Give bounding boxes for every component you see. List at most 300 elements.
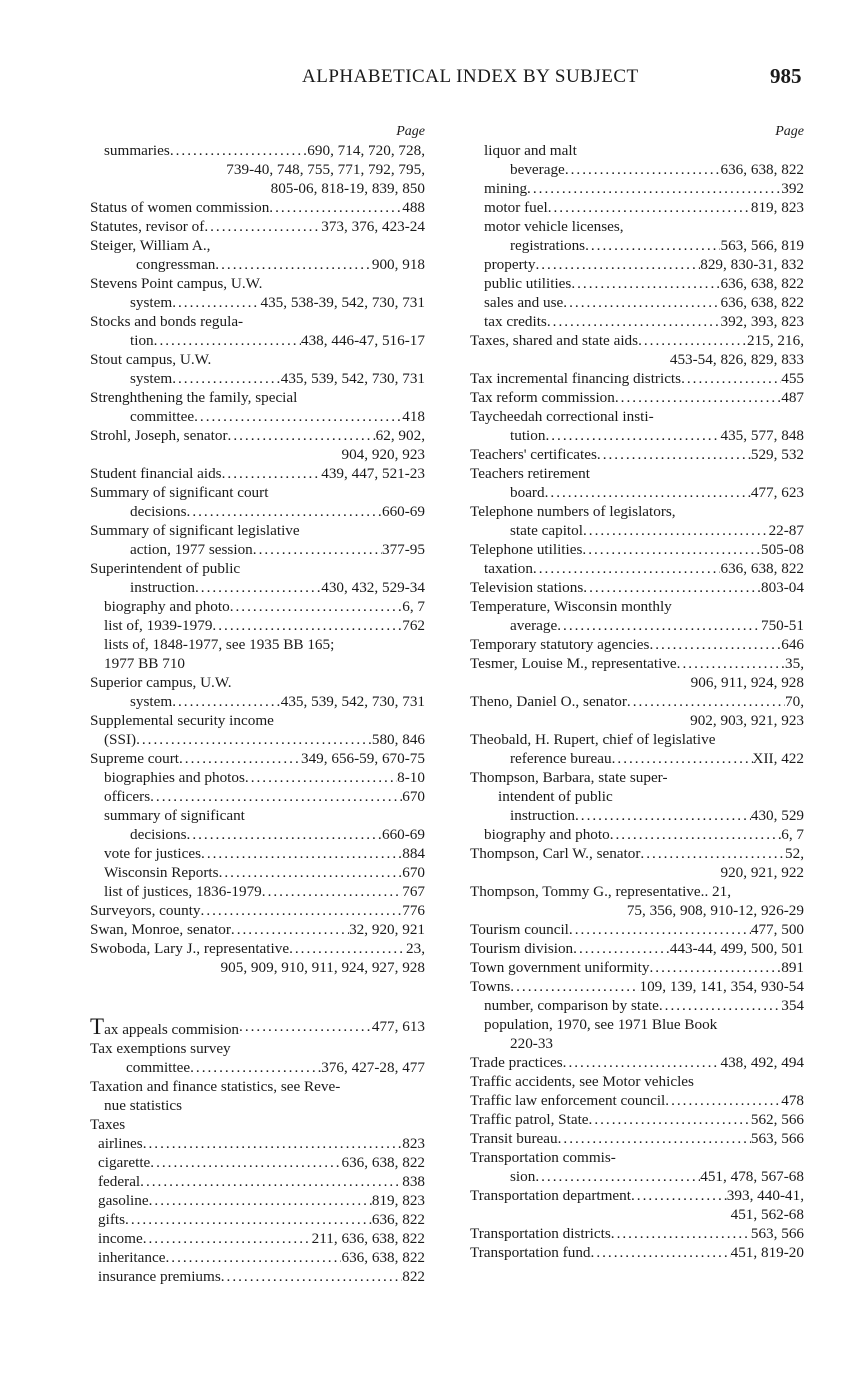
dot-leader xyxy=(585,236,720,255)
entry-pages: 393, 440-41, xyxy=(726,1187,804,1204)
dot-leader xyxy=(582,540,761,559)
entry-pages: 435, 539, 542, 730, 731 xyxy=(280,693,425,710)
entry-label: Thompson, Carl W., senator xyxy=(470,845,641,862)
dot-leader xyxy=(230,597,403,616)
entry-pages: 823 xyxy=(402,1135,425,1152)
running-header: ALPHABETICAL INDEX BY SUBJECT xyxy=(302,66,639,87)
entry-pages: 636, 638, 822 xyxy=(341,1154,425,1171)
entry-label: Taxes, shared and state aids xyxy=(470,332,639,349)
index-entry xyxy=(470,1224,804,1243)
entry-label: state capitol xyxy=(510,522,583,539)
entry-pages: 767 xyxy=(402,883,425,900)
entry-pages: XII, 422 xyxy=(752,750,804,767)
entry-label: (SSI) xyxy=(104,731,137,748)
index-entry xyxy=(90,578,425,597)
index-entry xyxy=(90,369,425,388)
entry-pages: 22-87 xyxy=(768,522,804,539)
index-entry xyxy=(470,635,804,654)
entry-label: biography and photo xyxy=(104,598,230,615)
entry-pages: 70, xyxy=(785,693,804,710)
entry-pages: 477, 623 xyxy=(750,484,804,501)
dot-leader xyxy=(510,977,639,996)
index-column-left xyxy=(90,122,425,1286)
dot-leader xyxy=(222,464,322,483)
index-entry-text: Summary of significant court xyxy=(90,484,269,501)
entry-label: instruction xyxy=(130,579,195,596)
index-entry xyxy=(470,749,804,768)
index-entry xyxy=(90,217,425,236)
entry-pages: 455 xyxy=(781,370,804,387)
entry-label: federal xyxy=(98,1173,141,1190)
entry-pages: 636, 638, 822 xyxy=(341,1249,425,1266)
index-entry-text: Theobald, H. Rupert, chief of legislative xyxy=(470,731,716,748)
entry-pages: 690, 714, 720, 728, xyxy=(307,142,425,159)
index-entry-text: Traffic accidents, see Motor vehicles xyxy=(470,1073,694,1090)
index-entry xyxy=(470,236,804,255)
index-entry xyxy=(470,274,804,293)
entry-pages: 636, 638, 822 xyxy=(720,294,804,311)
entry-pages: 829, 830-31, 832 xyxy=(700,256,804,273)
dot-leader xyxy=(143,1229,312,1248)
entry-pages: 660-69 xyxy=(381,503,425,520)
dot-leader xyxy=(563,293,720,312)
entry-pages: 62, 902, xyxy=(375,427,425,444)
index-entry xyxy=(90,1191,425,1210)
index-entry xyxy=(470,255,804,274)
entry-pages: 477, 613 xyxy=(371,1018,425,1035)
dot-leader xyxy=(640,844,785,863)
entry-label: taxation xyxy=(484,560,533,577)
entry-pages: 349, 656-59, 670-75 xyxy=(300,750,425,767)
entry-label: beverage xyxy=(510,161,565,178)
index-entry xyxy=(470,1053,804,1072)
index-entry xyxy=(90,293,425,312)
index-entry xyxy=(470,483,804,502)
entry-pages: 430, 529 xyxy=(750,807,804,824)
entry-pages: 23, xyxy=(406,940,425,957)
entry-pages: 430, 432, 529-34 xyxy=(321,579,425,596)
dot-leader xyxy=(212,616,402,635)
index-entry xyxy=(90,1210,425,1229)
entry-label: system xyxy=(130,294,173,311)
entry-label: insurance premiums xyxy=(98,1268,221,1285)
entry-label xyxy=(90,1017,239,1039)
dot-leader xyxy=(591,1243,731,1262)
index-continuation-line: 902, 903, 921, 923 xyxy=(690,712,804,729)
index-continuation-line: 75, 356, 908, 910-12, 926-29 xyxy=(626,902,804,919)
index-entry xyxy=(470,806,804,825)
entry-pages: 891 xyxy=(781,959,804,976)
dot-leader xyxy=(187,502,382,521)
entry-label: Statutes, revisor of xyxy=(90,218,205,235)
dot-leader xyxy=(665,1091,781,1110)
entry-label: Towns xyxy=(470,978,511,995)
index-entry-text: Stocks and bonds regula- xyxy=(90,313,244,330)
entry-label: list of justices, 1836-1979 xyxy=(104,883,262,900)
dot-leader xyxy=(610,825,782,844)
entry-label: income xyxy=(98,1230,143,1247)
entry-pages: 580, 846 xyxy=(371,731,425,748)
index-continuation-line: 905, 909, 910, 911, 924, 927, 928 xyxy=(220,959,425,976)
index-entry xyxy=(90,426,425,445)
entry-label: Tourism council xyxy=(470,921,569,938)
entry-pages: 211, 636, 638, 822 xyxy=(311,1230,425,1247)
entry-pages: 109, 139, 141, 354, 930-54 xyxy=(639,978,804,995)
dot-leader xyxy=(221,1267,402,1286)
index-entry xyxy=(470,198,804,217)
index-entry-text: liquor and malt xyxy=(484,142,577,159)
index-entry xyxy=(90,540,425,559)
entry-pages: 435, 538-39, 542, 730, 731 xyxy=(260,294,425,311)
index-entry xyxy=(90,1153,425,1172)
entry-label: action, 1977 session xyxy=(130,541,253,558)
index-entry xyxy=(90,730,425,749)
index-continuation-line: 805-06, 818-19, 839, 850 xyxy=(270,180,425,197)
entry-label: Surveyors, county xyxy=(90,902,201,919)
entry-label: tion xyxy=(130,332,154,349)
index-entry xyxy=(90,882,425,901)
entry-label: sales and use xyxy=(484,294,564,311)
entry-pages: 803-04 xyxy=(760,579,804,596)
entry-pages: 392 xyxy=(781,180,804,197)
index-entry xyxy=(90,502,425,521)
entry-label: tution xyxy=(510,427,546,444)
dot-leader xyxy=(179,749,301,768)
index-entry xyxy=(90,255,425,274)
entry-pages: 660-69 xyxy=(381,826,425,843)
index-entry-text: Taycheedah correctional insti- xyxy=(470,408,654,425)
dot-leader xyxy=(575,806,751,825)
entry-pages: 670 xyxy=(402,864,425,881)
index-entry xyxy=(470,654,804,673)
index-entry-text: intendent of public xyxy=(498,788,613,805)
index-entry xyxy=(470,369,804,388)
index-continuation-line: 920, 921, 922 xyxy=(720,864,804,881)
index-entry xyxy=(90,844,425,863)
entry-pages: 6, 7 xyxy=(781,826,804,843)
entry-label: public utilities xyxy=(484,275,572,292)
dot-leader xyxy=(172,692,281,711)
entry-label: number, comparison by state xyxy=(484,997,659,1014)
index-entry xyxy=(470,844,804,863)
index-continuation-line: 739-40, 748, 755, 771, 792, 795, xyxy=(226,161,425,178)
entry-label: decisions xyxy=(130,826,187,843)
dot-leader xyxy=(649,635,781,654)
entry-label: Television stations xyxy=(470,579,584,596)
dot-leader xyxy=(535,255,700,274)
entry-label: Teachers' certificates xyxy=(470,446,597,463)
entry-label: committee xyxy=(126,1059,191,1076)
index-entry xyxy=(470,445,804,464)
index-entry xyxy=(90,1058,425,1077)
dot-leader xyxy=(545,483,751,502)
entry-label: biographies and photos xyxy=(104,769,245,786)
entry-label: Tax incremental financing districts xyxy=(470,370,682,387)
index-entry xyxy=(470,616,804,635)
index-continuation-line: 906, 911, 924, 928 xyxy=(690,674,804,691)
dot-leader xyxy=(125,1210,372,1229)
dot-leader xyxy=(289,939,406,958)
entry-pages: 451, 819-20 xyxy=(730,1244,804,1261)
entry-pages: 35, xyxy=(785,655,804,672)
index-entry xyxy=(90,597,425,616)
index-entry xyxy=(470,825,804,844)
entry-pages: 762 xyxy=(402,617,425,634)
entry-pages: 488 xyxy=(402,199,425,216)
dot-leader xyxy=(187,825,382,844)
dot-leader xyxy=(195,578,321,597)
entry-label: Traffic law enforcement council xyxy=(470,1092,666,1109)
index-entry xyxy=(470,1167,804,1186)
index-entry xyxy=(90,141,425,160)
index-entry xyxy=(470,939,804,958)
entry-pages: 636, 638, 822 xyxy=(720,275,804,292)
index-entry xyxy=(470,559,804,578)
entry-label: Transportation districts xyxy=(470,1225,611,1242)
index-entry xyxy=(90,692,425,711)
dot-leader xyxy=(612,749,753,768)
entry-pages: 435, 577, 848 xyxy=(720,427,804,444)
entry-label: instruction xyxy=(510,807,575,824)
dot-leader xyxy=(563,1053,721,1072)
index-entry xyxy=(470,312,804,331)
entry-pages: 776 xyxy=(402,902,425,919)
entry-pages: 636, 638, 822 xyxy=(720,560,804,577)
entry-pages: 670 xyxy=(402,788,425,805)
entry-label: tax credits xyxy=(484,313,547,330)
dot-leader xyxy=(136,730,372,749)
dot-leader xyxy=(143,1134,403,1153)
dot-leader xyxy=(631,1186,727,1205)
index-entry xyxy=(470,1243,804,1262)
dot-leader xyxy=(201,844,402,863)
dot-leader xyxy=(245,768,397,787)
index-entry xyxy=(470,692,804,711)
index-entry xyxy=(90,1267,425,1286)
entry-label: summaries xyxy=(104,142,170,159)
entry-label: Tax reform commission xyxy=(470,389,615,406)
dot-leader xyxy=(149,1191,372,1210)
dot-leader xyxy=(269,198,402,217)
index-entry xyxy=(470,578,804,597)
entry-pages: 215, 216, xyxy=(747,332,804,349)
dot-leader xyxy=(262,882,402,901)
dot-leader xyxy=(627,692,785,711)
index-entry-text: Thompson, Barbara, state super- xyxy=(470,769,668,786)
entry-label: Traffic patrol, State xyxy=(470,1111,589,1128)
entry-label: Status of women commission xyxy=(90,199,270,216)
index-entry-text: Superior campus, U.W. xyxy=(90,674,232,691)
entry-pages: 838 xyxy=(402,1173,425,1190)
index-entry xyxy=(90,407,425,426)
index-entry-text: Taxation and finance statistics, see Reve- xyxy=(90,1078,341,1095)
dot-leader xyxy=(165,1248,341,1267)
entry-label: Transportation department xyxy=(470,1187,631,1204)
index-entry xyxy=(90,1248,425,1267)
dot-leader xyxy=(150,787,402,806)
dot-leader xyxy=(190,1058,321,1077)
index-column-right xyxy=(470,122,804,1262)
entry-label: reference bureau xyxy=(510,750,612,767)
index-entry-text: Summary of significant legislative xyxy=(90,522,300,539)
index-entry xyxy=(470,996,804,1015)
index-entry-text: Steiger, William A., xyxy=(90,237,211,254)
dot-leader xyxy=(228,426,376,445)
section-gap xyxy=(90,977,425,1017)
dot-leader xyxy=(172,293,260,312)
dot-leader xyxy=(239,1017,372,1039)
entry-label: mining xyxy=(484,180,528,197)
index-entry-text: Stout campus, U.W. xyxy=(90,351,212,368)
index-entry xyxy=(470,293,804,312)
dot-leader xyxy=(571,274,720,293)
dot-leader xyxy=(547,312,721,331)
dot-leader xyxy=(548,198,751,217)
index-entry xyxy=(90,863,425,882)
entry-pages: 439, 447, 521-23 xyxy=(321,465,425,482)
index-entry xyxy=(90,749,425,768)
entry-pages: 373, 376, 423-24 xyxy=(321,218,425,235)
dot-leader xyxy=(154,331,301,350)
entry-pages: 478 xyxy=(781,1092,804,1109)
index-entry-text: Tax exemptions survey xyxy=(90,1040,231,1057)
entry-label: biography and photo xyxy=(484,826,610,843)
dot-leader xyxy=(535,1167,700,1186)
entry-pages: 443-44, 499, 500, 501 xyxy=(669,940,804,957)
index-entry-text: 1977 BB 710 xyxy=(104,655,186,672)
entry-pages: 477, 500 xyxy=(750,921,804,938)
entry-pages: 376, 427-28, 477 xyxy=(321,1059,425,1076)
dot-leader xyxy=(583,521,769,540)
entry-pages: 636, 638, 822 xyxy=(720,161,804,178)
index-entry xyxy=(90,1172,425,1191)
entry-label: list of, 1939-1979 xyxy=(104,617,213,634)
entry-label: Town government uniformity xyxy=(470,959,650,976)
index-entry-text: motor vehicle licenses, xyxy=(484,218,624,235)
index-entry xyxy=(90,939,425,958)
entry-pages: 8-10 xyxy=(397,769,425,786)
entry-pages: 32, 920, 921 xyxy=(349,921,425,938)
dot-leader xyxy=(659,996,781,1015)
entry-label: system xyxy=(130,693,173,710)
entry-pages: 636, 822 xyxy=(371,1211,425,1228)
index-entry-text: Supplemental security income xyxy=(90,712,274,729)
entry-pages: 487 xyxy=(781,389,804,406)
entry-pages: 451, 478, 567-68 xyxy=(700,1168,804,1185)
index-entry xyxy=(470,179,804,198)
entry-pages: 435, 539, 542, 730, 731 xyxy=(280,370,425,387)
index-entry xyxy=(470,1110,804,1129)
index-entry-text: Stevens Point campus, U.W. xyxy=(90,275,263,292)
entry-label: cigarette xyxy=(98,1154,151,1171)
dot-leader xyxy=(589,1110,751,1129)
dot-leader xyxy=(649,958,781,977)
index-entry-text: summary of significant xyxy=(104,807,245,824)
dot-leader xyxy=(140,1172,402,1191)
index-entry xyxy=(470,1129,804,1148)
index-entry-text: Thompson, Tommy G., representative.. 21, xyxy=(470,883,732,900)
dot-leader xyxy=(557,616,761,635)
index-entry-text: Strenghthening the family, special xyxy=(90,389,298,406)
index-continuation-line: 451, 562-68 xyxy=(730,1206,804,1223)
index-entry xyxy=(470,1091,804,1110)
index-continuation-line: 453-54, 826, 829, 833 xyxy=(669,351,804,368)
page-column-label: Page xyxy=(396,124,425,139)
entry-label: Student financial aids xyxy=(90,465,222,482)
index-entry-text: 220-33 xyxy=(510,1035,554,1052)
index-entry xyxy=(470,521,804,540)
entry-label: committee xyxy=(130,408,195,425)
entry-pages: 418 xyxy=(402,408,425,425)
entry-label: airlines xyxy=(98,1135,143,1152)
entry-pages: 505-08 xyxy=(760,541,804,558)
dot-leader xyxy=(170,141,307,160)
dot-leader xyxy=(545,426,720,445)
entry-pages: 900, 918 xyxy=(371,256,425,273)
entry-label: average xyxy=(510,617,558,634)
index-entry-text: Temperature, Wisconsin monthly xyxy=(470,598,672,615)
dot-leader xyxy=(597,445,751,464)
index-entry xyxy=(470,331,804,350)
dot-leader xyxy=(533,559,721,578)
index-entry xyxy=(90,920,425,939)
index-entry-text: Taxes xyxy=(90,1116,126,1133)
entry-label: Swoboda, Lary J., representative xyxy=(90,940,290,957)
entry-label: Transportation fund xyxy=(470,1244,591,1261)
index-entry xyxy=(90,1229,425,1248)
entry-label: Tesmer, Louise M., representative xyxy=(470,655,677,672)
index-entry xyxy=(470,958,804,977)
page-number: 985 xyxy=(770,64,802,88)
section-initial: T xyxy=(90,1017,105,1039)
entry-pages: 819, 823 xyxy=(371,1192,425,1209)
entry-pages: 563, 566 xyxy=(750,1130,804,1147)
index-entry xyxy=(90,198,425,217)
index-entry xyxy=(90,331,425,350)
index-entry-text: population, 1970, see 1971 Blue Book xyxy=(484,1016,718,1033)
entry-pages: 646 xyxy=(781,636,804,653)
entry-label: system xyxy=(130,370,173,387)
entry-label: Trade practices xyxy=(470,1054,563,1071)
dot-leader xyxy=(565,160,721,179)
entry-pages: 377-95 xyxy=(381,541,425,558)
entry-pages: 52, xyxy=(785,845,804,862)
dot-leader xyxy=(194,407,402,426)
dot-leader xyxy=(204,217,321,236)
index-entry xyxy=(470,160,804,179)
dot-leader xyxy=(583,578,761,597)
entry-label: Wisconsin Reports xyxy=(104,864,219,881)
dot-leader xyxy=(569,920,751,939)
index-entry xyxy=(470,920,804,939)
entry-label: property xyxy=(484,256,536,273)
entry-label: vote for justices xyxy=(104,845,202,862)
index-entry xyxy=(90,464,425,483)
entry-pages: 438, 492, 494 xyxy=(720,1054,804,1071)
entry-label: Theno, Daniel O., senator xyxy=(470,693,627,710)
index-entry xyxy=(90,901,425,920)
index-entry-text: Teachers retirement xyxy=(470,465,590,482)
index-entry-text: Telephone numbers of legislators, xyxy=(470,503,676,520)
entry-pages: 6, 7 xyxy=(402,598,425,615)
dot-leader xyxy=(253,540,382,559)
index-continuation-line: 904, 920, 923 xyxy=(341,446,425,463)
dot-leader xyxy=(681,369,781,388)
dot-leader xyxy=(150,1153,341,1172)
entry-label: registrations xyxy=(510,237,586,254)
index-entry xyxy=(90,768,425,787)
index-entry xyxy=(470,1186,804,1205)
